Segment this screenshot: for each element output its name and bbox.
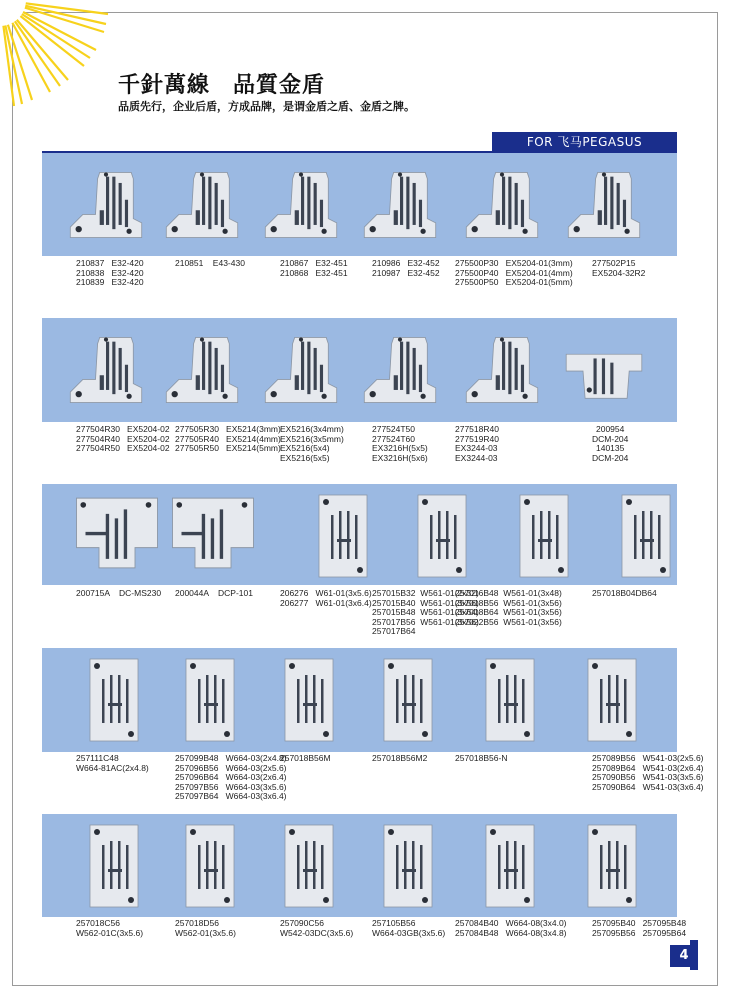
part-number-label: [372, 919, 445, 938]
part-number-label: [592, 754, 704, 792]
part-number-line: 257089B64 W541-03(2x6.4): [592, 762, 704, 773]
part-number-line: 210868 E32-451: [280, 267, 348, 278]
part-number-line: 257096B56 W664-03(2x5.6): [175, 762, 287, 773]
part-number-label: [175, 259, 245, 269]
part-number-line: 257111C48: [76, 753, 119, 763]
throat-plate-image: [358, 161, 442, 253]
part-number-line: 277502P15: [592, 258, 636, 268]
throat-plate-image: [480, 652, 540, 752]
part-number-line: 257017B56 W561-01(3x56): [372, 616, 479, 627]
part-number-line: 257090B64 W541-03(3x6.4): [592, 781, 704, 792]
part-number-label: [76, 754, 149, 773]
part-number-line: 277524T50: [372, 424, 416, 434]
part-number-line: 257090B56 W541-03(3x5.6): [592, 772, 704, 782]
part-number-label: [455, 919, 567, 938]
part-number-line: 257018D56: [175, 918, 219, 928]
throat-plate-image: [460, 326, 544, 418]
section-tab: FOR 飞马PEGASUS: [492, 132, 677, 152]
part-number-line: DCM-204: [592, 452, 629, 463]
part-number-line: 257015B32 W561-01(2x32): [372, 588, 479, 598]
part-number-line: 257084B48 W664-08(3x4.8): [455, 927, 567, 938]
part-number-label: [280, 589, 372, 608]
part-number-label: [592, 259, 645, 278]
part-number-label: [280, 754, 331, 764]
part-number-line: 277524T60: [372, 433, 416, 444]
part-number-label: [76, 259, 144, 288]
throat-plate-image: [460, 161, 544, 253]
part-number-line: 257018B56 W561-01(3x56): [455, 597, 562, 608]
throat-plate-image: [160, 161, 244, 253]
part-number-line: 277519R40: [455, 433, 499, 444]
throat-plate-image: [358, 326, 442, 418]
part-number-line: 275500P50 EX5204-01(5mm): [455, 277, 573, 287]
part-number-line: EX5216(3x5mm): [280, 433, 344, 444]
part-number-label: [76, 425, 170, 454]
page-title: 千針萬線 品質金盾: [118, 73, 326, 98]
throat-plate-image: [160, 326, 244, 418]
part-number-line: 257022B56 W561-01(3x56): [455, 616, 562, 627]
throat-plate-image: [84, 652, 144, 752]
throat-plate-image: [378, 818, 438, 918]
part-number-line: EX5216(5x4): [280, 443, 330, 453]
part-number-line: 257015B48 W561-01(3x64): [372, 607, 479, 617]
throat-plate-image: [279, 652, 339, 752]
part-number-line: W664-03GB(3x5.6): [372, 927, 446, 938]
part-number-line: 257016B48 W561-01(3x48): [455, 588, 562, 598]
throat-plate-image: [562, 161, 646, 253]
part-number-line: 275500P30 EX5204-01(3mm): [455, 258, 573, 268]
part-number-line: 257099B48 W664-03(2x4.8): [175, 753, 287, 763]
part-number-label: [592, 919, 686, 938]
part-number-line: 277518R40: [455, 424, 499, 434]
throat-plate-image: [64, 326, 148, 418]
part-number-line: 277505R30 EX5214(3mm): [175, 424, 281, 434]
part-number-line: 257018B64 W561-01(3x56): [455, 607, 562, 617]
part-number-line: 257018B56M2: [372, 753, 428, 763]
part-number-label: [455, 259, 573, 288]
part-number-line: 210837 E32-420: [76, 258, 144, 268]
part-number-label: [455, 425, 499, 463]
part-number-label: [592, 589, 657, 599]
throat-plate-image: [378, 652, 438, 752]
part-number-line: 257018B56-N: [455, 753, 508, 763]
part-number-line: EX5216(5x5): [280, 452, 330, 463]
part-number-label: [592, 425, 628, 463]
throat-plate-image: [616, 490, 676, 586]
part-number-line: EX3216H(5x6): [372, 452, 428, 463]
part-number-line: EX5216(3x4mm): [280, 424, 344, 434]
throat-plate-image: [313, 490, 373, 586]
part-number-line: 210986 E32-452: [372, 258, 440, 268]
page-subtitle: 品质先行，企业后盾，方成品牌，是谓金盾之盾、金盾之牌。: [118, 100, 415, 113]
throat-plate-image: [480, 818, 540, 918]
throat-plate-image: [72, 490, 162, 580]
part-number-line: 257095B56 257095B64: [592, 927, 687, 938]
part-number-line: 257105B56: [372, 918, 416, 928]
throat-plate-image: [180, 818, 240, 918]
throat-plate-image: [279, 818, 339, 918]
part-number-line: 200044A DCP-101: [175, 588, 253, 598]
part-number-line: W562-01C(3x5.6): [76, 927, 144, 938]
part-number-line: 257018B56M: [280, 753, 331, 763]
part-number-line: 210839 E32-420: [76, 277, 144, 287]
part-number-line: 257090C56: [280, 918, 324, 928]
throat-plate-image: [64, 161, 148, 253]
part-number-line: 257089B56 W541-03(2x5.6): [592, 753, 704, 763]
part-number-label: [280, 425, 344, 463]
part-number-label: [455, 754, 507, 764]
part-number-line: 277505R50 EX5214(5mm): [175, 443, 281, 453]
part-number-line: 210851 E43-430: [175, 258, 245, 268]
throat-plate-image: [412, 490, 472, 586]
part-number-line: W542-03DC(3x5.6): [280, 927, 354, 938]
part-number-line: DCM-204: [592, 433, 629, 444]
throat-plate-image: [582, 818, 642, 918]
part-number-label: [175, 425, 281, 454]
part-number-line: 277504R30 EX5204-02: [76, 424, 170, 434]
part-number-line: 257097B64 W664-03(3x6.4): [175, 791, 287, 801]
part-number-line: 257018C56: [76, 918, 120, 928]
part-number-line: 277504R40 EX5204-02: [76, 433, 170, 444]
part-number-label: [372, 425, 428, 463]
part-number-line: 257015B40 W561-01(3x56): [372, 597, 479, 608]
sunburst-logo: [0, 0, 110, 110]
part-number-label: [175, 754, 287, 802]
part-number-label: [455, 589, 562, 627]
throat-plate-image: [259, 326, 343, 418]
part-number-line: 277504R50 EX5204-02: [76, 443, 170, 453]
throat-plate-image: [168, 490, 258, 580]
part-number-line: W664-81AC(2x4.8): [76, 762, 149, 773]
part-number-label: [175, 589, 253, 599]
part-number-line: 257017B64: [372, 626, 416, 636]
throat-plate-image: [514, 490, 574, 586]
throat-plate-image: [84, 818, 144, 918]
part-number-label: [372, 259, 440, 278]
part-number-line: 210867 E32-451: [280, 258, 348, 268]
part-number-line: 257018B04DB64: [592, 588, 657, 598]
part-number-line: 257095B40 257095B48: [592, 918, 687, 928]
part-number-label: [175, 919, 236, 938]
part-number-line: 257096B64 W664-03(2x6.4): [175, 772, 287, 782]
throat-plate-image: [180, 652, 240, 752]
part-number-line: 275500P40 EX5204-01(4mm): [455, 267, 573, 278]
part-number-label: [372, 754, 427, 764]
part-number-line: EX3244-03: [455, 443, 498, 453]
part-number-line: 200954: [596, 424, 625, 434]
part-number-line: EX3244-03: [455, 452, 498, 463]
part-number-line: 257084B40 W664-08(3x4.0): [455, 918, 567, 928]
part-number-line: 210987 E32-452: [372, 267, 440, 278]
part-number-line: 257097B56 W664-03(3x5.6): [175, 781, 287, 792]
throat-plate-image: [259, 161, 343, 253]
part-number-line: 140135: [596, 443, 625, 453]
part-number-line: 206277 W61-01(3x6.4): [280, 597, 372, 608]
throat-plate-image: [562, 326, 646, 418]
part-number-label: [280, 919, 353, 938]
part-number-line: W562-01(3x5.6): [175, 927, 236, 938]
throat-plate-image: [582, 652, 642, 752]
part-number-line: 200715A DC-MS230: [76, 588, 162, 598]
part-number-label: [76, 919, 143, 938]
part-number-label: [76, 589, 161, 599]
part-number-label: [280, 259, 348, 278]
page-number: 4: [670, 945, 698, 967]
part-number-line: 277505R40 EX5214(4mm): [175, 433, 281, 444]
part-number-line: 206276 W61-01(3x5.6): [280, 588, 372, 598]
part-number-line: 210838 E32-420: [76, 267, 144, 278]
part-number-line: EX5204-32R2: [592, 267, 646, 278]
part-number-line: EX3216H(5x5): [372, 443, 428, 453]
